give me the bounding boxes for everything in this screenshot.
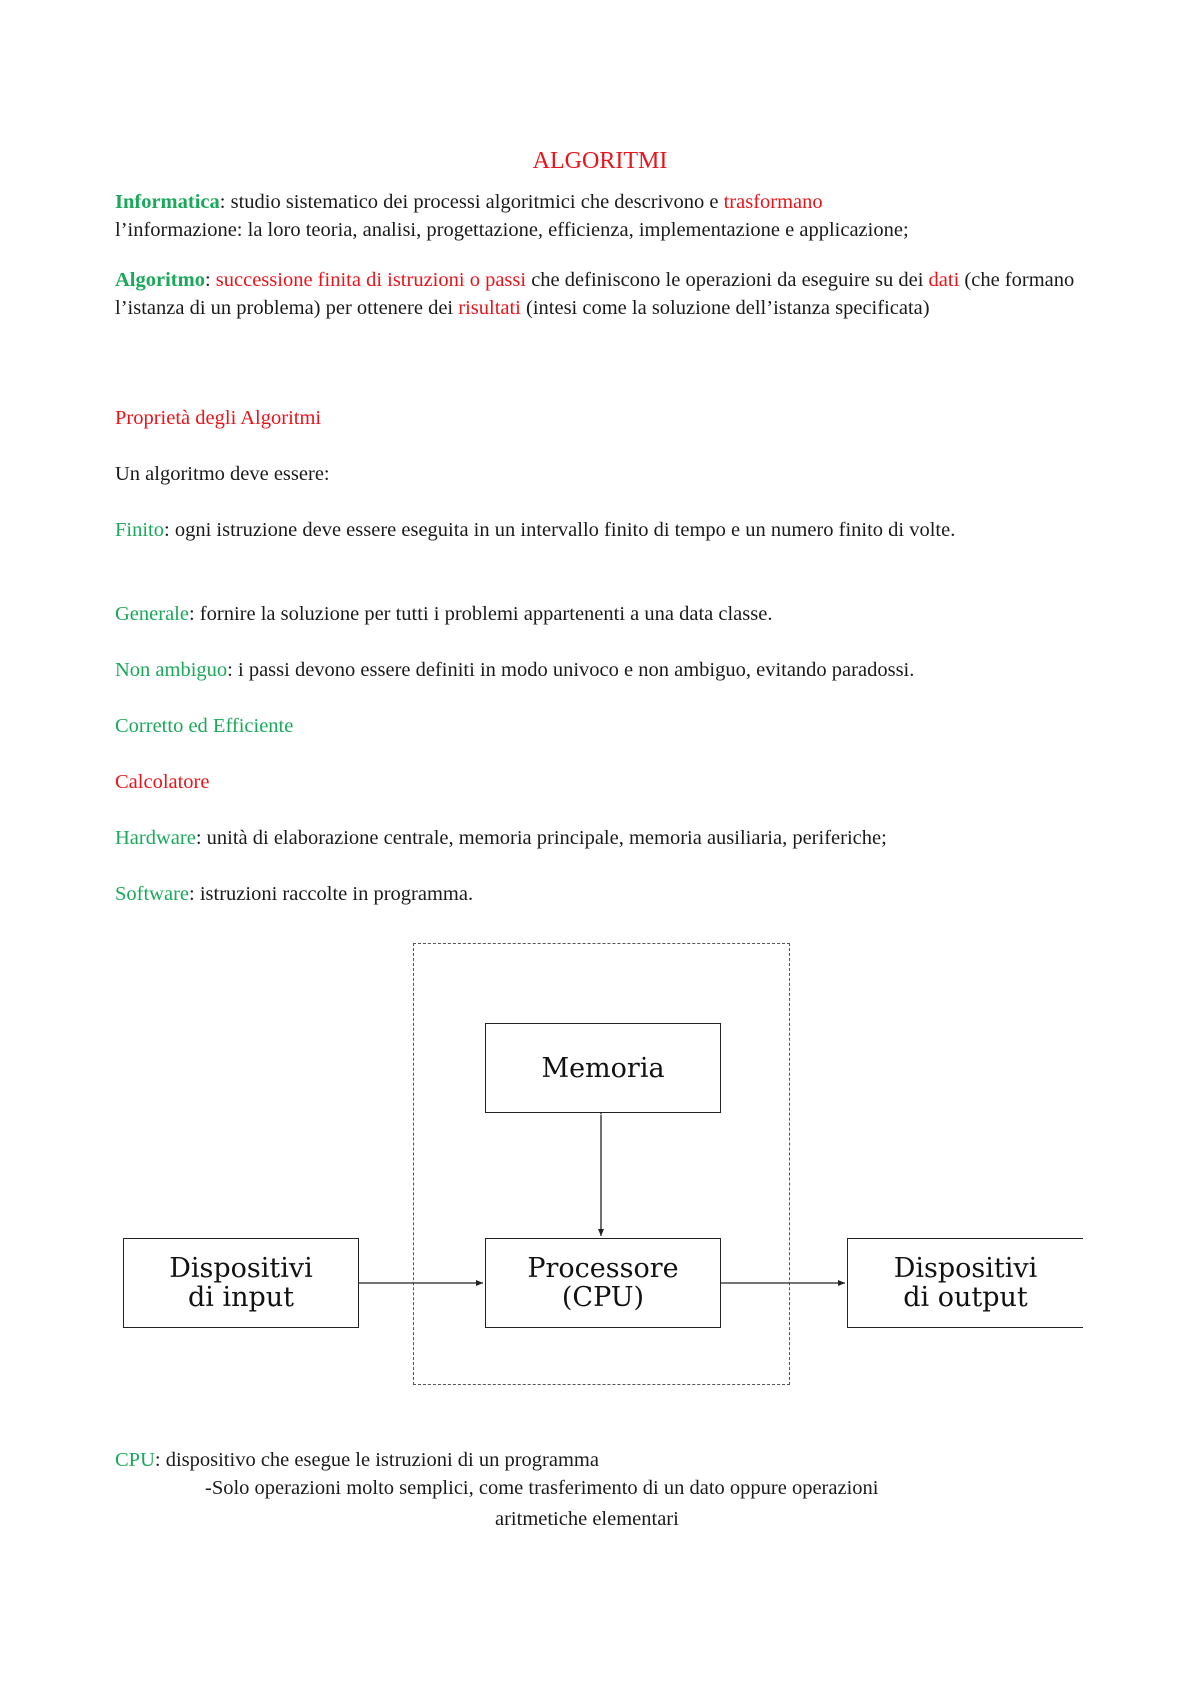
property-non-ambiguo	[115, 656, 1095, 684]
algoritmo-paragraph	[115, 266, 1105, 322]
algoritmo-colon: :	[204, 269, 216, 291]
cpu-line	[115, 1446, 1095, 1474]
hardware-term: Hardware	[115, 827, 196, 849]
software-line	[115, 880, 1095, 908]
input-devices-box: Dispositivi di input	[123, 1238, 359, 1328]
property-term: Non ambiguo	[115, 659, 228, 681]
cpu-term: CPU	[115, 1449, 155, 1471]
properties-heading: Proprietà degli Algoritmi	[115, 407, 322, 429]
property-corretto	[115, 712, 1095, 740]
algoritmo-highlight-3: risultati	[458, 297, 521, 319]
document-title: ALGORITMI	[532, 148, 668, 174]
property-term: Corretto ed Efficiente	[115, 715, 294, 737]
processore-box: Processore (CPU)	[485, 1238, 721, 1328]
cpu-detail-line-1: -Solo operazioni molto semplici, come trasferimento di un dato oppure operazioni	[205, 1477, 879, 1499]
hardware-line	[115, 824, 1095, 852]
informatica-text-1: : studio sistematico dei processi algoritmici che descrivono e	[219, 191, 724, 213]
property-text: : fornire la soluzione per tutti i problemi appartenenti a una data classe.	[188, 603, 773, 625]
algoritmo-highlight-1: successione finita di istruzioni o passi	[215, 269, 527, 291]
algoritmo-highlight-2: dati	[928, 269, 960, 291]
informatica-term: Informatica	[115, 191, 220, 213]
hardware-text: : unità di elaborazione centrale, memoria principale, memoria ausiliaria, periferiche;	[195, 827, 887, 849]
output-devices-box: Dispositivi di output	[847, 1238, 1083, 1328]
informatica-paragraph	[115, 188, 1095, 244]
property-generale	[115, 600, 1095, 628]
calcolatore-heading: Calcolatore	[115, 771, 210, 793]
algoritmo-text-1: che definiscono le operazioni da eseguire su dei	[526, 269, 929, 291]
cpu-detail-line-2: aritmetiche elementari	[495, 1508, 679, 1530]
cpu-text: : dispositivo che esegue le istruzioni di un programma	[154, 1449, 599, 1471]
property-term: Finito	[115, 519, 164, 541]
properties-intro: Un algoritmo deve essere:	[115, 463, 330, 485]
software-text: : istruzioni raccolte in programma.	[189, 883, 474, 905]
software-term: Software	[115, 883, 190, 905]
informatica-highlight: trasformano	[723, 191, 823, 213]
algoritmo-term: Algoritmo	[115, 269, 205, 291]
property-text: : i passi devono essere definiti in modo univoco e non ambiguo, evitando paradossi.	[227, 659, 915, 681]
property-finito	[115, 516, 1095, 544]
algoritmo-text-2: (che formano l’istanza di un problema) per ottenere dei	[115, 269, 1075, 319]
memoria-box: Memoria	[485, 1023, 721, 1113]
property-text: : ogni istruzione deve essere eseguita in un intervallo finito di tempo e un numero finito di volte.	[164, 519, 956, 541]
property-term: Generale	[115, 603, 189, 625]
informatica-text-2: l’informazione: la loro teoria, analisi, progettazione, efficienza, implementazione e applicazione;	[115, 219, 909, 241]
algoritmo-text-3: (intesi come la soluzione dell’istanza specificata)	[520, 297, 930, 319]
